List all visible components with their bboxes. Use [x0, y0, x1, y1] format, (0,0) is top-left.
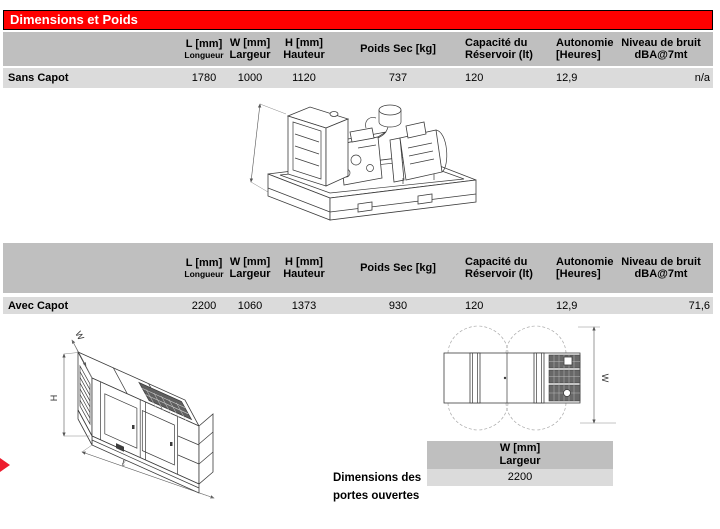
table-row-sans-capot	[3, 68, 713, 88]
col-header-tank-capacity	[465, 243, 560, 293]
table-sans-capot-header	[3, 32, 713, 66]
row-label: Sans Capot	[8, 72, 69, 84]
col-header-width-line1: W [mm]	[229, 255, 271, 268]
red-arrow-icon	[0, 457, 12, 473]
col-header-dry-weight-label: Poids Sec [kg]	[360, 42, 436, 55]
dim-label-w-top-view: W	[600, 373, 610, 383]
col-header-dry-weight	[338, 32, 458, 66]
col-header-tank-line1: Capacité du	[465, 36, 528, 49]
value-dry-weight: 737	[388, 72, 408, 84]
col-header-tank-capacity	[465, 32, 560, 66]
table-avec-capot-header	[3, 243, 713, 293]
col-header-height	[269, 243, 339, 293]
col-header-height-line1: H [mm]	[285, 255, 323, 268]
col-header-noise-line2: dBA@7mt	[634, 49, 688, 61]
col-header-width-line1: W [mm]	[229, 36, 271, 49]
open-doors-caption	[333, 469, 433, 505]
value-autonomy: 12,9	[556, 72, 578, 84]
open-genset-drawing	[238, 88, 496, 233]
col-header-length-line2: Longueur	[184, 269, 224, 280]
col-header-height-line2: Hauteur	[283, 268, 325, 280]
value-tank-capacity: 120	[465, 72, 484, 84]
open-doors-width-sublabel: Largeur	[499, 455, 541, 467]
col-header-noise	[608, 243, 714, 293]
col-header-length-line1: L [mm]	[185, 256, 223, 269]
col-header-autonomy-line1: Autonomie	[556, 255, 614, 268]
col-header-noise-line1: Niveau de bruit	[621, 255, 701, 268]
col-header-length-line1: L [mm]	[185, 37, 223, 50]
col-header-tank-line2: Réservoir (lt)	[465, 268, 533, 280]
col-header-height-line1: H [mm]	[285, 36, 323, 49]
open-doors-caption-line1: Dimensions des	[333, 472, 422, 484]
value-noise: n/a	[694, 72, 710, 84]
col-header-height-line2: Hauteur	[283, 49, 325, 61]
col-header-dry-weight-label: Poids Sec [kg]	[360, 261, 436, 274]
open-doors-table-value: 2200	[427, 469, 613, 486]
dim-label-l: ℓ	[122, 458, 125, 468]
top-view-open-doors-drawing	[428, 322, 628, 444]
dim-label-w: W	[73, 329, 87, 342]
canopy-genset-drawing	[28, 326, 263, 506]
table-row-avec-capot	[3, 297, 713, 314]
col-header-noise-line2: dBA@7mt	[634, 268, 688, 280]
dim-label-h: H	[49, 394, 59, 402]
col-header-autonomy-line2: [Heures]	[556, 49, 601, 61]
value-noise: 71,6	[688, 299, 710, 312]
value-width: 1000	[237, 72, 263, 84]
value-autonomy: 12,9	[556, 299, 578, 312]
value-tank-capacity: 120	[465, 299, 484, 312]
row-label: Avec Capot	[8, 299, 69, 312]
col-header-width-line2: Largeur	[229, 49, 271, 61]
col-header-autonomy-line2: [Heures]	[556, 268, 601, 280]
col-header-dry-weight	[338, 243, 458, 293]
col-header-tank-line2: Réservoir (lt)	[465, 49, 533, 61]
section-title: Dimensions et Poids	[10, 12, 138, 27]
value-width: 1060	[237, 299, 263, 312]
open-doors-caption-line2: portes ouvertes	[333, 490, 420, 502]
value-height: 1120	[292, 72, 316, 84]
value-dry-weight: 930	[388, 299, 408, 312]
col-header-autonomy-line1: Autonomie	[556, 36, 614, 49]
value-length: 1780	[191, 72, 217, 84]
col-header-height	[269, 32, 339, 66]
open-doors-table-header	[427, 441, 613, 469]
section-title-bar	[3, 10, 713, 30]
value-height: 1373	[291, 299, 317, 312]
col-header-length-line2: Longueur	[184, 50, 224, 61]
col-header-noise-line1: Niveau de bruit	[621, 36, 701, 49]
col-header-noise	[608, 32, 714, 66]
col-header-width-line2: Largeur	[229, 268, 271, 280]
value-length: 2200	[191, 299, 217, 312]
col-header-tank-line1: Capacité du	[465, 255, 528, 268]
open-doors-width-label: W [mm]	[499, 442, 541, 454]
